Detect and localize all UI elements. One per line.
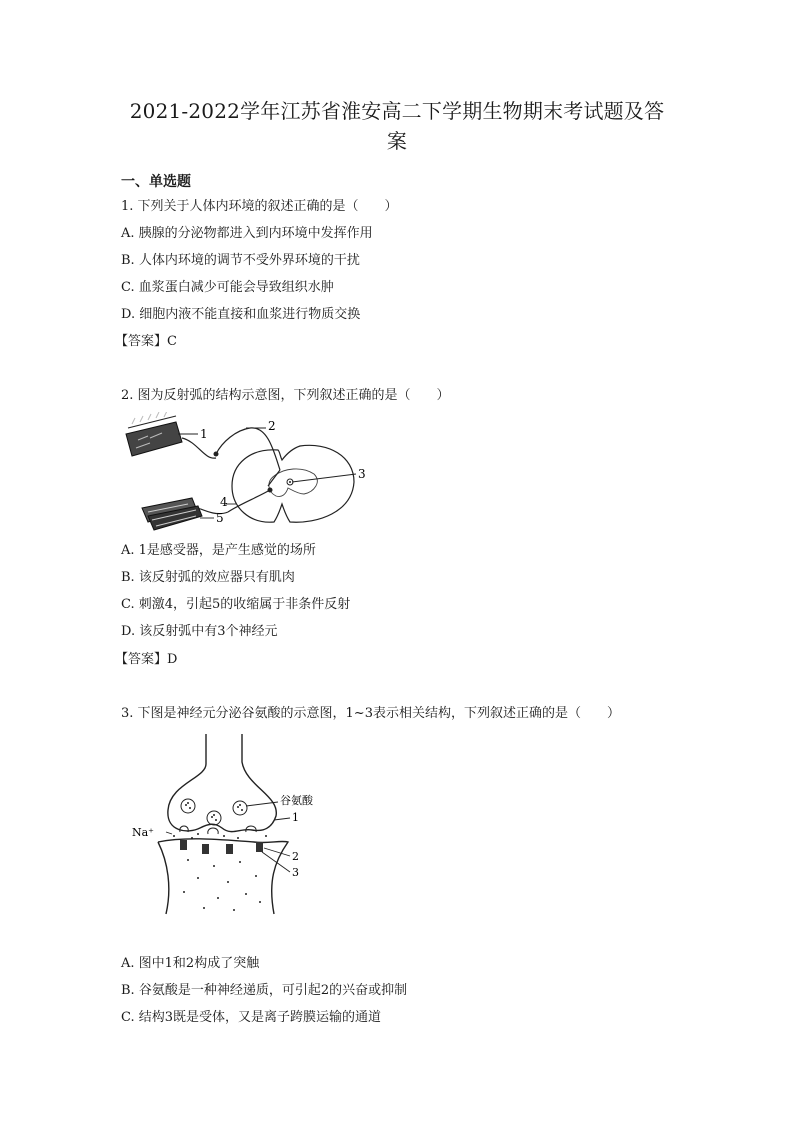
q2-option-c: C. 刺激4，引起5的收缩属于非条件反射	[121, 597, 351, 612]
q1-option-c: C. 血浆蛋白减少可能会导致组织水肿	[121, 280, 334, 295]
synapse-figure	[128, 732, 338, 916]
neurotransmitter-dots	[173, 833, 267, 911]
label-2: 2	[268, 419, 276, 433]
label-sodium: Na⁺	[132, 826, 154, 839]
q1-option-a: A. 胰腺的分泌物都进入到内环境中发挥作用	[121, 226, 373, 241]
presynaptic-terminal	[168, 734, 276, 834]
q1-stem: 1. 下列关于人体内环境的叙述正确的是（ ）	[121, 199, 398, 214]
muscle-effector	[142, 498, 202, 530]
label-2: 2	[292, 850, 299, 863]
label-5: 5	[216, 511, 224, 525]
postsynaptic-neuron	[158, 839, 288, 914]
q3-option-b: B. 谷氨酸是一种神经递质，可引起2的兴奋或抑制	[121, 983, 408, 998]
title-line-2: 案	[386, 129, 408, 153]
document-title	[110, 96, 684, 156]
q1-answer: 【答案】C	[115, 334, 177, 349]
q2-option-b: B. 该反射弧的效应器只有肌肉	[121, 570, 295, 585]
q3-option-c: C. 结构3既是受体，又是离子跨膜运输的通道	[121, 1010, 382, 1025]
q3-stem: 3. 下图是神经元分泌谷氨酸的示意图，1~3表示相关结构，下列叙述正确的是（ ）	[121, 706, 620, 721]
q2-stem: 2. 图为反射弧的结构示意图，下列叙述正确的是（ ）	[121, 388, 450, 403]
q1-option-b: B. 人体内环境的调节不受外界环境的干扰	[121, 253, 360, 268]
q2-option-d: D. 该反射弧中有3个神经元	[121, 624, 278, 639]
label-1: 1	[200, 427, 208, 441]
q3-option-a: A. 图中1和2构成了突触	[121, 956, 260, 971]
spinal-cord	[232, 445, 354, 522]
label-3: 3	[292, 866, 299, 879]
section-heading: 一、单选题	[121, 174, 191, 190]
q1-option-d: D. 细胞内液不能直接和血浆进行物质交换	[121, 307, 361, 322]
label-glutamate: 谷氨酸	[280, 794, 313, 807]
reflex-arc-figure	[118, 412, 380, 534]
figure-labels	[178, 419, 366, 525]
synapse-labels	[132, 793, 314, 879]
q2-answer: 【答案】D	[115, 652, 178, 667]
label-4: 4	[220, 495, 228, 509]
nerve-fibers	[182, 428, 280, 514]
skin-receptor	[126, 412, 182, 456]
q2-option-a: A. 1是感受器，是产生感觉的场所	[121, 543, 316, 558]
title-line-1: 2021-2022学年江苏省淮安高二下学期生物期末考试题及答	[129, 99, 665, 123]
label-3: 3	[358, 467, 366, 481]
label-1: 1	[292, 811, 299, 824]
